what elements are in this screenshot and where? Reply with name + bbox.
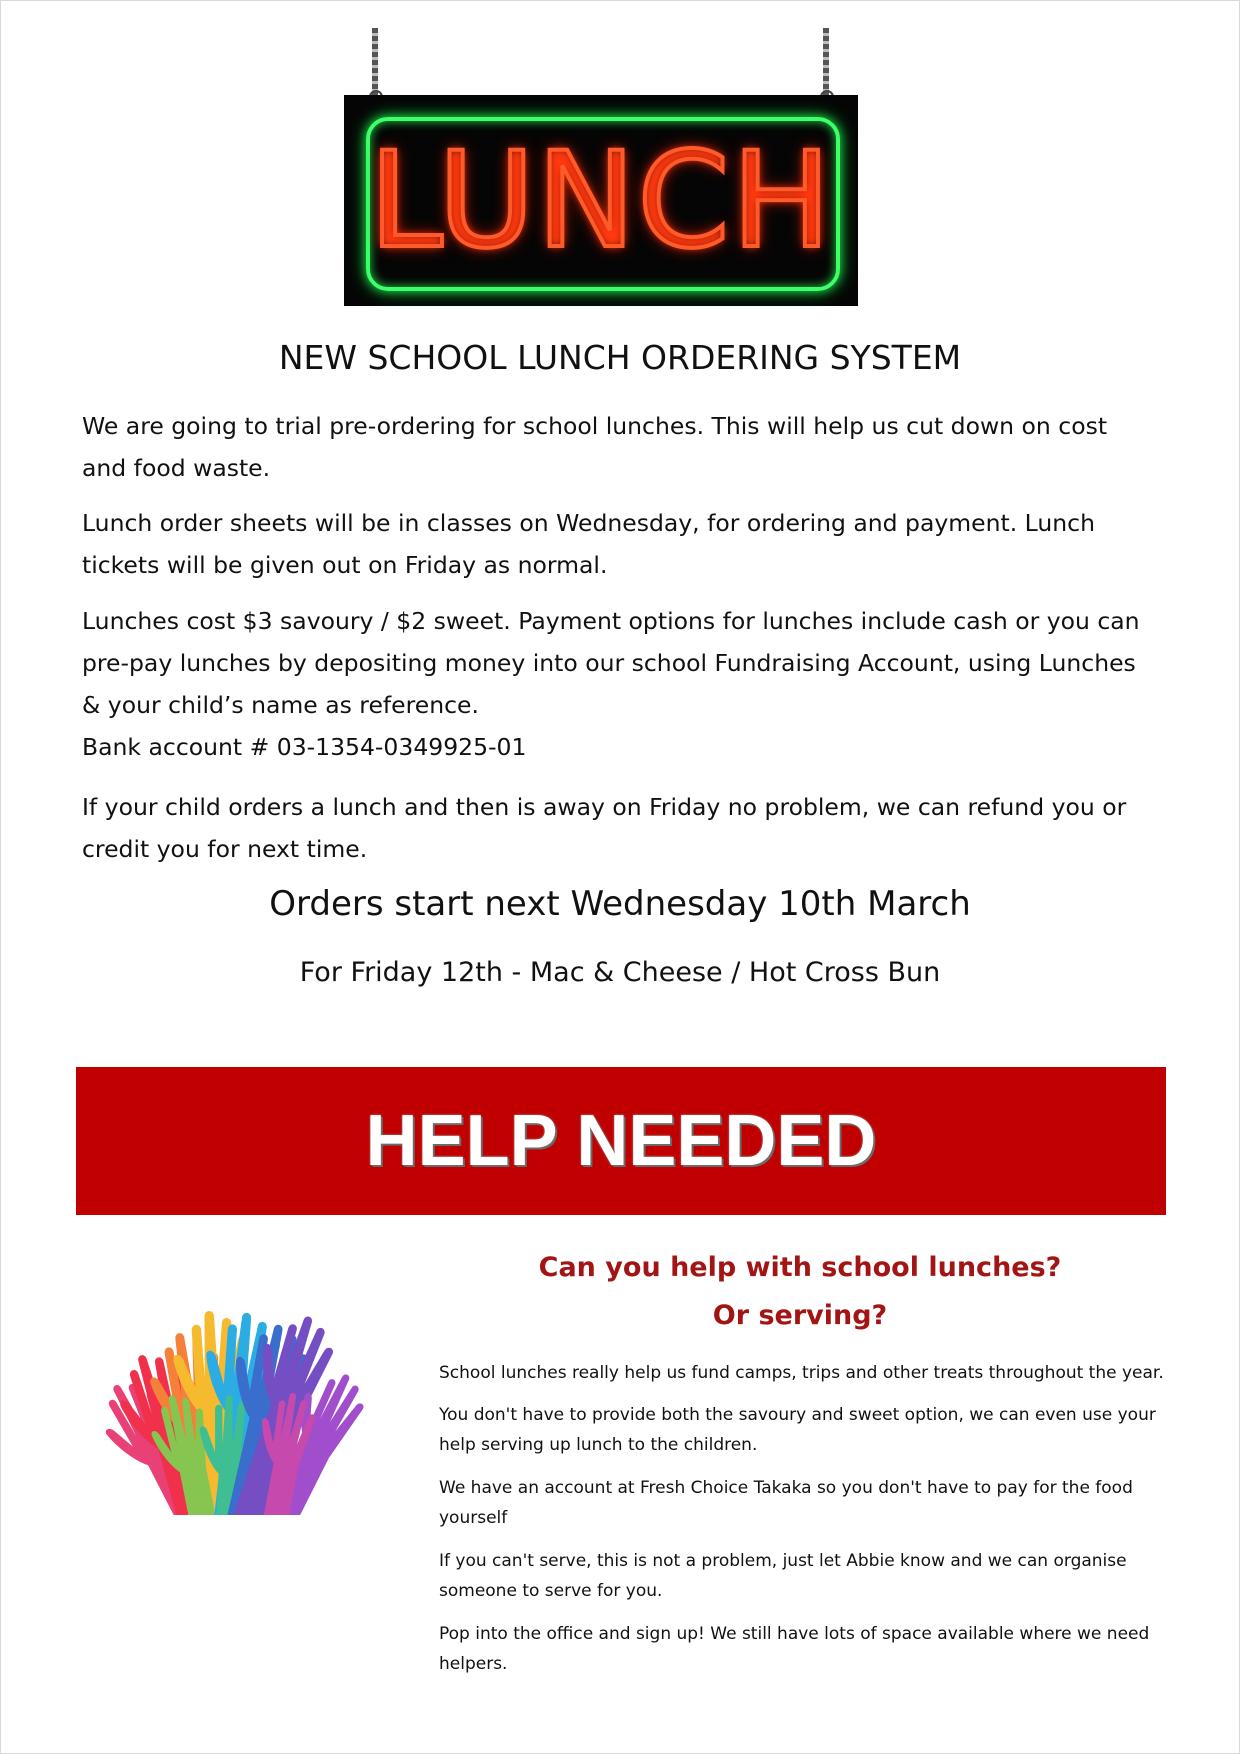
help-needed-text: HELP NEEDED [365,1101,877,1181]
help-item: We have an account at Fresh Choice Takaka so you don't have to pay for the food yourself [439,1478,1133,1528]
intro-paragraph: We are going to trial pre-ordering for school lunches. This will help us cut down on cost and food waste. [82,412,1108,482]
neon-sign-text: LUNCH [369,124,833,278]
help-item: Pop into the office and sign up! We still have lots of space available where we need helpers. [439,1624,1150,1674]
refund-paragraph: If your child orders a lunch and then is away on Friday no problem, we can refund you or credit you for next time. [82,793,1127,863]
help-needed-banner [76,1067,1166,1215]
payment-text: Lunches cost $3 savoury / $2 sweet. Payment options for lunches include cash or you can pre-pay lunches by depositing money into our school Fundraising Account, using Lunches & your child’s name as reference. [82,607,1140,719]
page-title: NEW SCHOOL LUNCH ORDERING SYSTEM [278,338,962,377]
help-item: You don't have to provide both the savoury and sweet option, we can even use your help serving up lunch to the children. [439,1405,1156,1455]
help-item: School lunches really help us fund camps, trips and other treats throughout the year. [439,1363,1164,1383]
payment-paragraph [82,600,1142,768]
hanging-chain-left [372,28,378,96]
help-question-serving: Or serving? [712,1300,888,1331]
friday-menu: For Friday 12th - Mac & Cheese / Hot Cross Bun [299,957,941,988]
lunch-neon-sign [344,28,858,306]
orders-start-heading: Orders start next Wednesday 10th March [269,884,971,924]
hanging-chain-right [823,28,829,96]
raised-colorful-hands-icon [80,1255,410,1515]
bank-account-text: Bank account # 03-1354-0349925-01 [82,733,527,761]
neon-sign-board [344,95,858,306]
order-sheets-paragraph: Lunch order sheets will be in classes on Wednesday, for ordering and payment. Lunch tickets will be given out on Friday as normal. [82,509,1095,579]
help-question-lunches: Can you help with school lunches? [538,1252,1062,1283]
help-item: If you can't serve, this is not a problem, just let Abbie know and we can organise someone to serve for you. [439,1551,1127,1601]
